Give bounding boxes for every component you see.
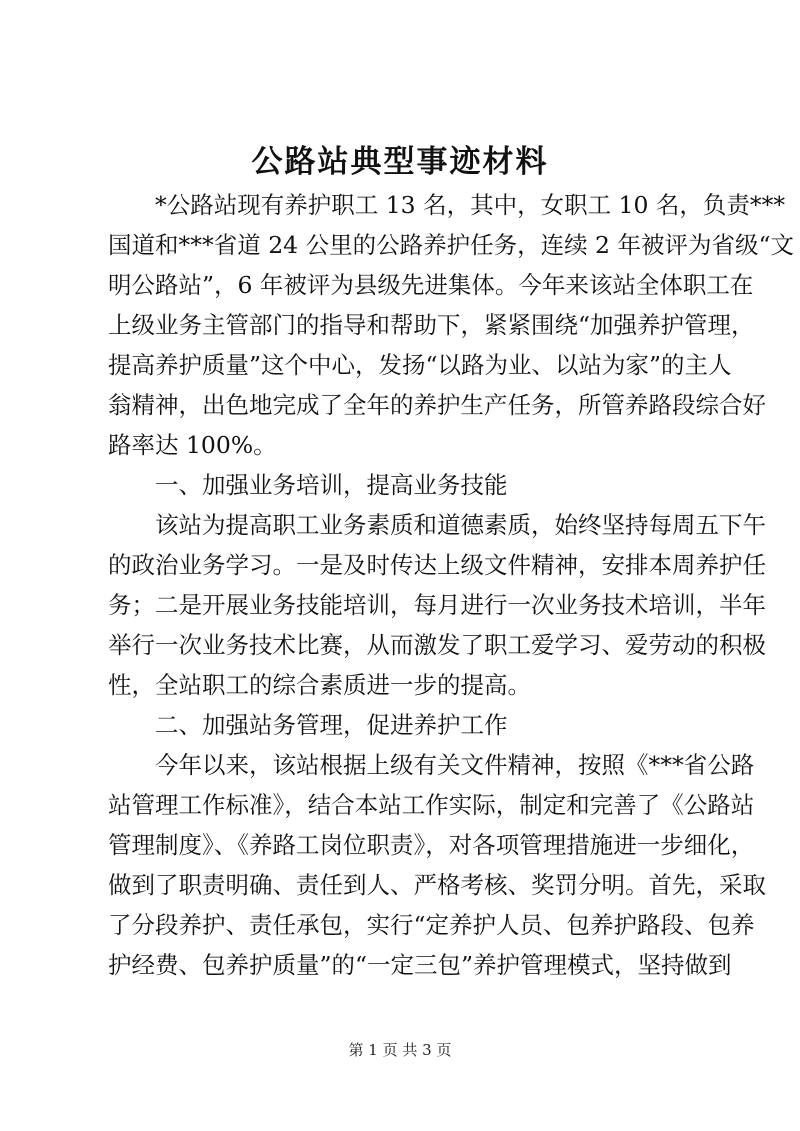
- paragraph-line: 了分段养护、责任承包，实行“定养护人员、包养护路段、包养: [108, 911, 755, 939]
- section-heading: 一、加强业务培训，提高业务技能: [155, 471, 508, 499]
- paragraph-line: 上级业务主管部门的指导和帮助下，紧紧围绕“加强养护管理，: [108, 311, 755, 339]
- paragraph-line: 提高养护质量”这个中心，发扬“以路为业、以站为家”的主人: [108, 351, 732, 379]
- paragraph-line: 务；二是开展业务技能培训，每月进行一次业务技术培训，半年: [108, 591, 766, 619]
- paragraph-line: 的政治业务学习。一是及时传达上级文件精神，安排本周养护任: [108, 551, 766, 579]
- document-title: 公路站典型事迹材料: [251, 144, 549, 180]
- paragraph-line: 做到了职责明确、责任到人、严格考核、奖罚分明。首先，采取: [108, 871, 766, 899]
- paragraph-line: 站管理工作标准》，结合本站工作实际，制定和完善了《公路站: [108, 791, 755, 819]
- paragraph-line: 该站为提高职工业务素质和道德素质，始终坚持每周五下午: [155, 511, 766, 539]
- paragraph-line: 举行一次业务技术比赛，从而激发了职工爱学习、爱劳动的积极: [108, 631, 766, 659]
- section-heading: 二、加强站务管理，促进养护工作: [155, 711, 508, 739]
- paragraph-line: 翁精神，出色地完成了全年的养护生产任务，所管养路段综合好: [108, 391, 766, 419]
- paragraph-line: 国道和***省道 24 公里的公路养护任务，连续 2 年被评为省级“文: [108, 231, 794, 259]
- paragraph-line: 性，全站职工的综合素质进一步的提高。: [108, 671, 531, 699]
- paragraph-line: 路率达 100%。: [108, 431, 277, 459]
- paragraph-line: 明公路站”，6 年被评为县级先进集体。今年来该站全体职工在: [108, 271, 754, 299]
- paragraph-line: 今年以来，该站根据上级有关文件精神，按照《***省公路: [155, 751, 755, 779]
- paragraph-line: 管理制度》、《养路工岗位职责》，对各项管理措施进一步细化，: [108, 831, 755, 859]
- paragraph-line: 护经费、包养护质量”的“一定三包”养护管理模式，坚持做到: [108, 951, 732, 979]
- page-number: 第 1 页 共 3 页: [348, 1041, 452, 1059]
- document-body: [108, 185, 794, 985]
- paragraph-line: *公路站现有养护职工 13 名，其中，女职工 10 名，负责***: [155, 191, 786, 219]
